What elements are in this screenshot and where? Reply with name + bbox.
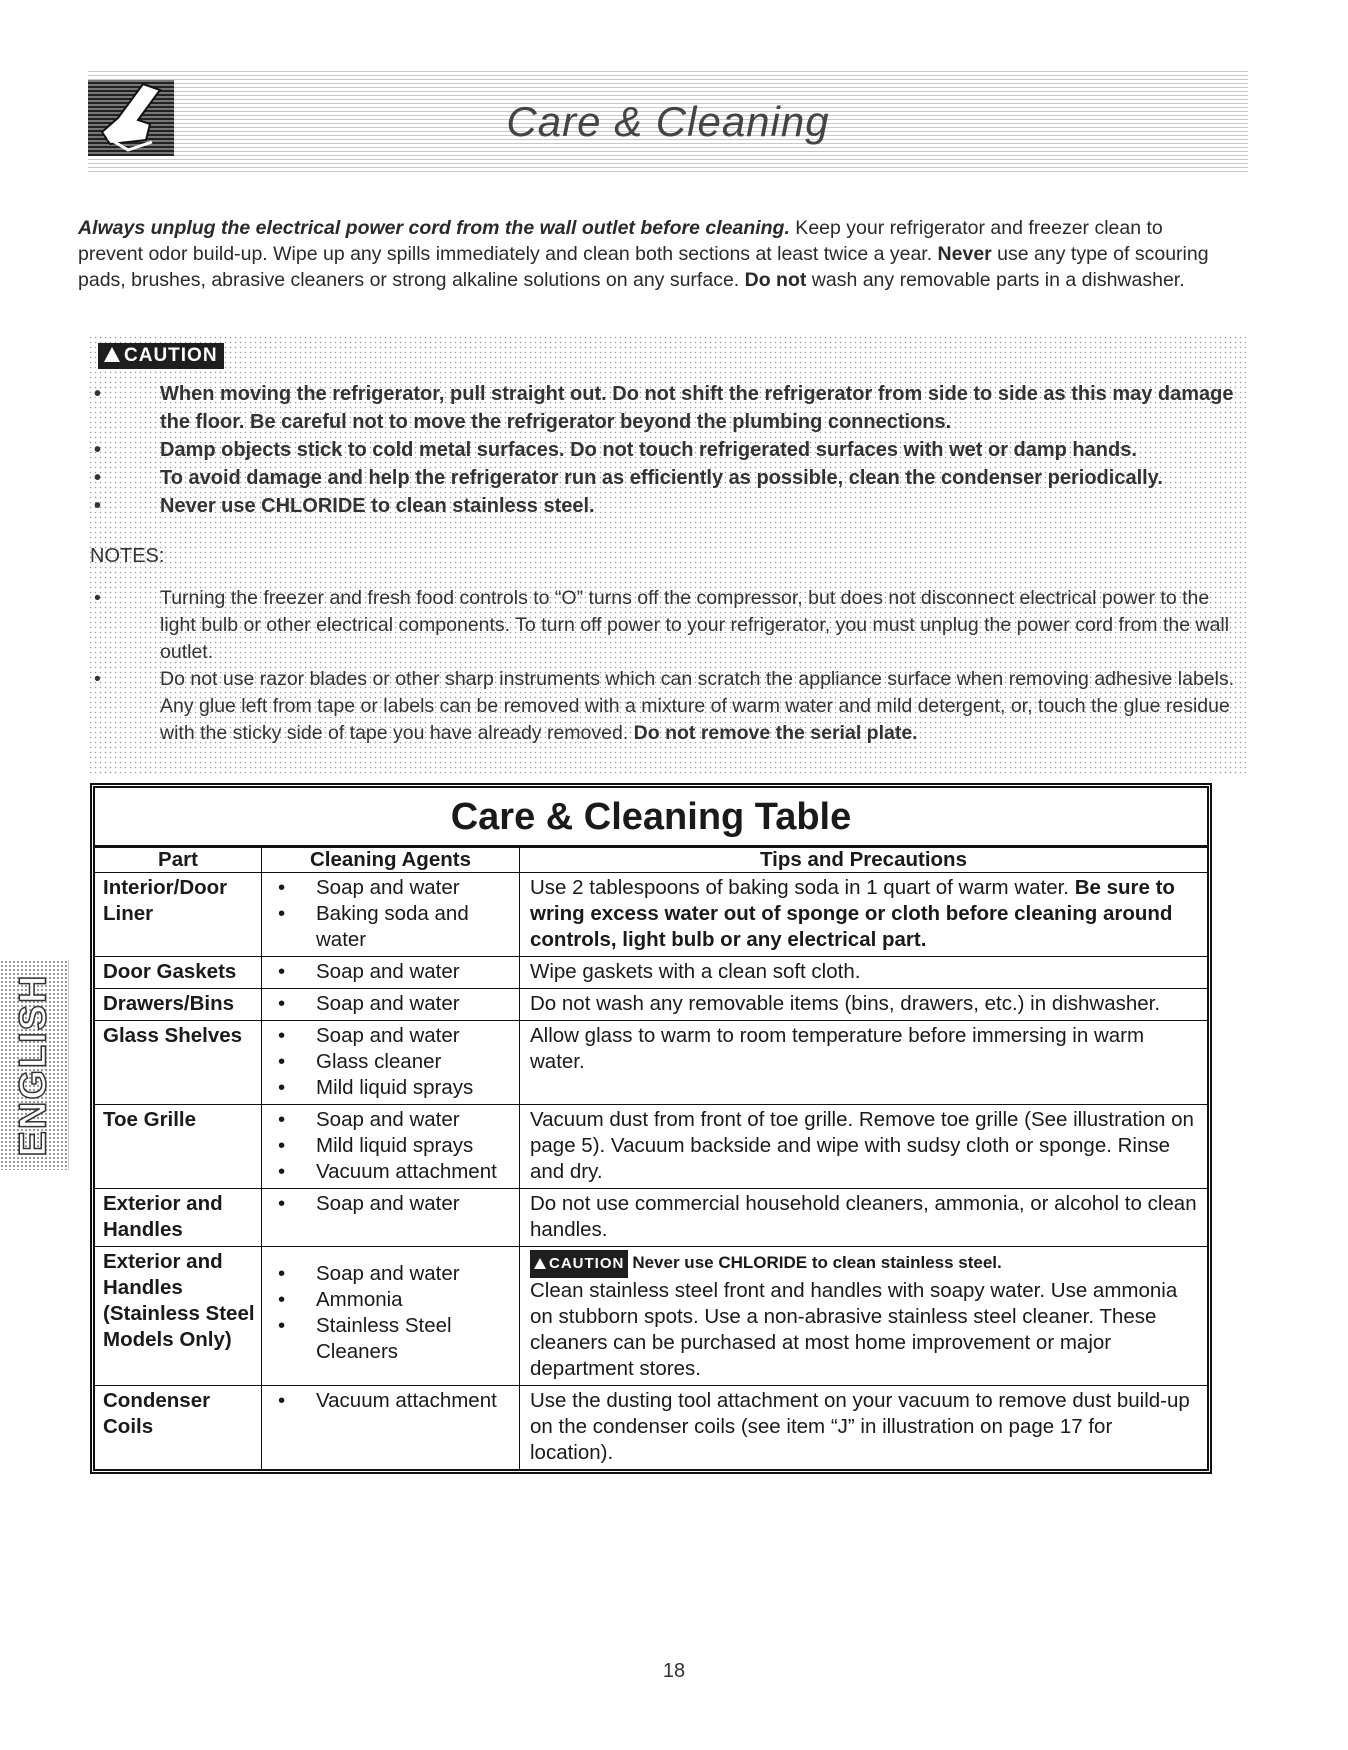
table-row [95,1247,1207,1386]
bullet-icon: • [94,467,102,489]
table-row [95,1189,1207,1247]
part-cell: Exterior and Handles (Stainless Steel Models Only) [95,1247,262,1386]
table-row [95,989,1207,1021]
caution-list [88,380,1248,520]
bullet-icon: • [94,495,102,517]
list-item [88,585,1248,666]
language-tab-label: ENGLISH [12,973,55,1157]
agent-item: • Vacuum attachment [268,1159,513,1185]
table-header-row [95,848,1207,873]
caution-text: Damp objects stick to cold metal surfaces. Do not touch refrigerated surfaces with wet or damp hands. [160,439,1137,461]
intro-text: Keep your refrigerator and freezer clean to prevent odor build-up. Wipe up any spills immediately and clean both sections at least twice a year. [78,217,1163,265]
stainless-caution [530,1249,1197,1278]
agents-cell [262,873,520,957]
intro-text: wash any removable parts in a dishwasher. [806,269,1185,291]
agent-item: • Soap and water [268,1023,513,1049]
column-header-part: Part [95,848,262,873]
page-header [88,68,1248,172]
tips-cell: Allow glass to warm to room temperature before immersing in warm water. [520,1021,1208,1105]
agent-item: • Soap and water [268,1191,513,1217]
part-cell: Door Gaskets [95,957,262,989]
agent-item: • Stainless Steel Cleaners [268,1313,513,1365]
agent-item: • Glass cleaner [268,1049,513,1075]
table-row [95,957,1207,989]
tips-cell: Vacuum dust from front of toe grille. Remove toe grille (See illustration on page 5). Vacuum backside and wipe with sudsy cloth or sponge. Rinse and dry. [520,1105,1208,1189]
table-row [95,1021,1207,1105]
tips-text: Use 2 tablespoons of baking soda in 1 quart of warm water. [530,876,1075,899]
list-item [88,464,1248,492]
part-cell: Glass Shelves [95,1021,262,1105]
caution-label: CAUTION [124,345,218,366]
part-cell: Toe Grille [95,1105,262,1189]
tips-cell: Do not wash any removable items (bins, drawers, etc.) in dishwasher. [520,989,1208,1021]
tips-cell [520,1247,1208,1386]
page-title: Care & Cleaning [506,98,830,145]
note-bold-text: Do not remove the serial plate. [633,722,918,744]
note-text: Turning the freezer and fresh food controls to “O” turns off the compressor, but does not disconnect electrical power to the light bulb or other electrical components. To turn off power to your refrigerator, you must unplug the power cord from the wall outlet. [160,587,1230,663]
column-header-agents: Cleaning Agents [262,848,520,873]
caution-notes-panel [88,335,1248,775]
table-row [95,1386,1207,1470]
intro-paragraph [78,215,1228,293]
agents-cell [262,1105,520,1189]
list-item [88,436,1248,464]
note-text: Do not use razor blades or other sharp instruments which can scratch the appliance surface when removing adhesive labels. Any glue left from tape or labels can be removed with a mixture of warm water and mild detergent, or, touch the glue residue with the sticky side of tape you have already removed. [160,668,1235,744]
agent-item: • Vacuum attachment [268,1388,513,1414]
caution-note: Never use CHLORIDE to clean stainless steel. [632,1253,1002,1272]
table [95,847,1207,1469]
intro-do-not: Do not [744,269,807,291]
agents-cell [262,1247,520,1386]
tips-cell: Use the dusting tool attachment on your vacuum to remove dust build-up on the condenser coils (see item “J” in illustration on page 17 for location). [520,1386,1208,1470]
agent-item: • Soap and water [268,991,513,1017]
agent-item: • Ammonia [268,1287,513,1313]
agents-cell [262,989,520,1021]
caution-text: Never use CHLORIDE to clean stainless steel. [160,495,595,517]
tips-text: Clean stainless steel front and handles with soapy water. Use ammonia on stubborn spots. Use a non-abrasive stainless steel cleaner. These cleaners can be purchased at most home improvement or major department stores. [530,1279,1178,1380]
table-row [95,1105,1207,1189]
agent-item: • Soap and water [268,1261,513,1287]
agents-cell [262,957,520,989]
care-cleaning-table [90,783,1212,1474]
list-item [88,492,1248,520]
bullet-icon: • [94,587,101,609]
part-cell: Exterior and Handles [95,1189,262,1247]
warning-icon [534,1258,546,1269]
agent-item: • Mild liquid sprays [268,1075,513,1101]
agent-item: • Soap and water [268,959,513,985]
table-row [95,873,1207,957]
list-item [88,666,1248,747]
part-cell: Drawers/Bins [95,989,262,1021]
bullet-icon: • [94,439,102,461]
unplug-warning: Always unplug the electrical power cord from the wall outlet before cleaning. [78,217,790,239]
tips-cell: Wipe gaskets with a clean soft cloth. [520,957,1208,989]
part-cell: Condenser Coils [95,1386,262,1470]
agents-cell [262,1189,520,1247]
part-cell: Interior/Door Liner [95,873,262,957]
caution-badge [98,343,224,369]
page-number: 18 [662,1660,686,1682]
list-item [88,380,1248,436]
caution-label: CAUTION [549,1255,625,1272]
agent-item: • Mild liquid sprays [268,1133,513,1159]
intro-text: use any type of scouring pads, brushes, abrasive cleaners or strong alkaline solutions on any surface. [78,243,1209,291]
agent-item: • Baking soda and water [268,901,513,953]
bullet-icon: • [94,668,101,690]
agent-item: • Soap and water [268,1107,513,1133]
language-tab [0,960,69,1170]
caution-text: When moving the refrigerator, pull straight out. Do not shift the refrigerator from side to side as this may damage the floor. Be careful not to move the refrigerator beyond the plumbing connections. [160,383,1234,433]
agents-cell [262,1386,520,1470]
tips-bold-text: Be sure to wring excess water out of sponge or cloth before cleaning around controls, light bulb or any electrical part. [530,876,1175,951]
tips-cell [520,873,1208,957]
notes-list [88,585,1248,747]
bullet-icon: • [94,383,102,405]
notes-heading: NOTES: [90,545,165,567]
caution-badge [530,1250,628,1278]
agent-item: • Soap and water [268,875,513,901]
tips-cell: Do not use commercial household cleaners, ammonia, or alcohol to clean handles. [520,1189,1208,1247]
intro-never: Never [937,243,992,265]
caution-text: To avoid damage and help the refrigerator run as efficiently as possible, clean the condenser periodically. [160,467,1163,489]
column-header-tips: Tips and Precautions [520,848,1208,873]
agents-cell [262,1021,520,1105]
warning-icon [104,347,120,362]
table-title: Care & Cleaning Table [95,788,1207,847]
